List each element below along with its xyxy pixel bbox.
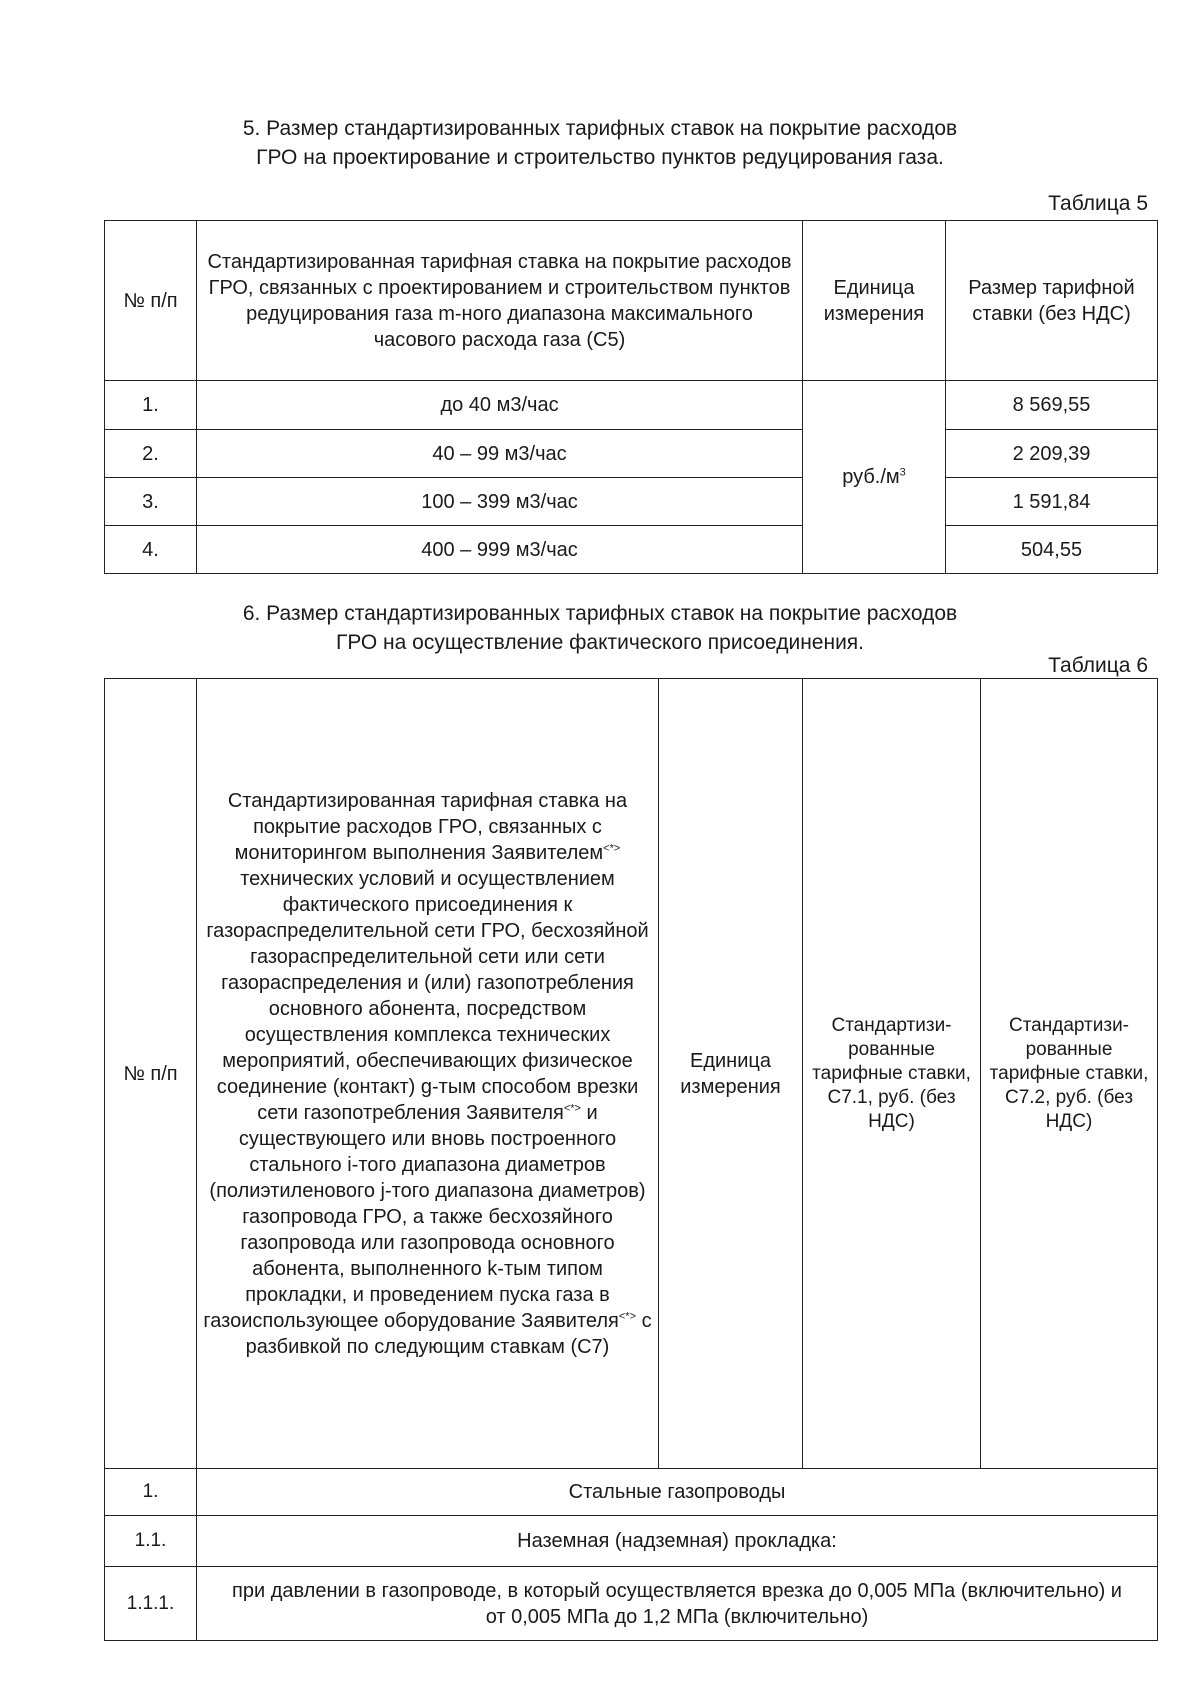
row-rate: 1 591,84 [946,478,1158,526]
table-row [105,381,1158,430]
row-range: до 40 м3/час [197,381,803,430]
table6-header-rate2: Стандартизи-рованные тарифные ставки, С7.2, руб. (без НДС) [981,679,1158,1469]
row-rate: 504,55 [946,526,1158,574]
row-rate: 8 569,55 [946,381,1158,430]
row-num: 1.1. [105,1516,197,1567]
row-num: 1. [105,381,197,430]
row-text: Стальные газопроводы [197,1469,1158,1516]
table5-caption: Таблица 5 [1048,192,1148,215]
section5-heading-line2: ГРО на проектирование и строительство пунктов редуцирования газа. [256,146,944,169]
table6-caption: Таблица 6 [1048,654,1148,677]
table-row [105,430,1158,478]
row-num: 4. [105,526,197,574]
table5-header-unit: Единица измерения [803,221,946,381]
table5-unit-cell [803,381,946,574]
table-row [105,1469,1158,1516]
section6-heading-line2: ГРО на осуществление фактического присоединения. [335,631,865,654]
section6-heading [0,599,1200,657]
row-num: 3. [105,478,197,526]
table5 [104,220,1158,574]
desc-part4: с разбивкой по следующим ставкам (С7) [245,1309,652,1358]
row-range: 40 – 99 м3/час [197,430,803,478]
table-row [105,478,1158,526]
row-rate: 2 209,39 [946,430,1158,478]
table6-header-row [105,679,1158,1469]
table5-header-row [105,221,1158,381]
table5-header-desc: Стандартизированная тарифная ставка на покрытие расходов ГРО, связанных с проектированием и строительством пунктов редуцирования газа m-ного диапазона максимального часового расхода газа (С5) [197,221,803,381]
table6-header-rate1: Стандартизи-рованные тарифные ставки, С7.1, руб. (без НДС) [803,679,981,1469]
desc-part3: и существующего или вновь построенного стального i-того диапазона диаметров (полиэтиленового j-того диапазона диаметров) газопровода ГРО, а также бесхозяйного газопровода или газопровода основного абонента, выполненного k-тым типом прокладки, и проведением пуска газа в газоиспользующее оборудование Заявителя [203,1101,646,1332]
row-num: 2. [105,430,197,478]
table5-header-rate: Размер тарифной ставки (без НДС) [946,221,1158,381]
table-row [105,1516,1158,1567]
row-range: 100 – 399 м3/час [197,478,803,526]
section5-heading-line1: 5. Размер стандартизированных тарифных ставок на покрытие расходов [242,117,958,140]
section5-heading [0,114,1200,172]
unit-value: руб./м [842,466,900,488]
desc-part2: технических условий и осуществлением фактического присоединения к газораспределительной сети ГРО, бесхозяйной газораспределительной сети или сети газораспределения и (или) газопотребления основного абонента, посредством осуществления комплекса технических мероприятий, обеспечивающих физическое соединение (контакт) g-тым способом врезки сети газопотребления Заявителя [206,867,649,1124]
row-text: Наземная (надземная) прокладка: [197,1516,1158,1567]
table6-header-num: № п/п [105,679,197,1469]
unit-sup: 3 [899,466,906,479]
desc-part1: Стандартизированная тарифная ставка на покрытие расходов ГРО, связанных с мониторингом выполнения Заявителем [227,789,628,864]
footnote-mark: <*> [603,841,621,854]
row-range: 400 – 999 м3/час [197,526,803,574]
table6-header-desc [197,679,659,1469]
footnote-mark: <*> [618,1309,637,1322]
row-text: при давлении в газопроводе, в который осуществляется врезка до 0,005 МПа (включительно) и от 0,005 МПа до 1,2 МПа (включительно) [197,1567,1158,1641]
table5-header-num: № п/п [105,221,197,381]
footnote-mark: <*> [563,1101,581,1114]
table6-header-unit: Единица измерения [659,679,803,1469]
row-num: 1. [105,1469,197,1516]
table-row [105,1567,1158,1641]
section6-heading-line1: 6. Размер стандартизированных тарифных ставок на покрытие расходов [242,602,958,625]
table-row [105,526,1158,574]
table6 [104,678,1158,1641]
row-num: 1.1.1. [105,1567,197,1641]
